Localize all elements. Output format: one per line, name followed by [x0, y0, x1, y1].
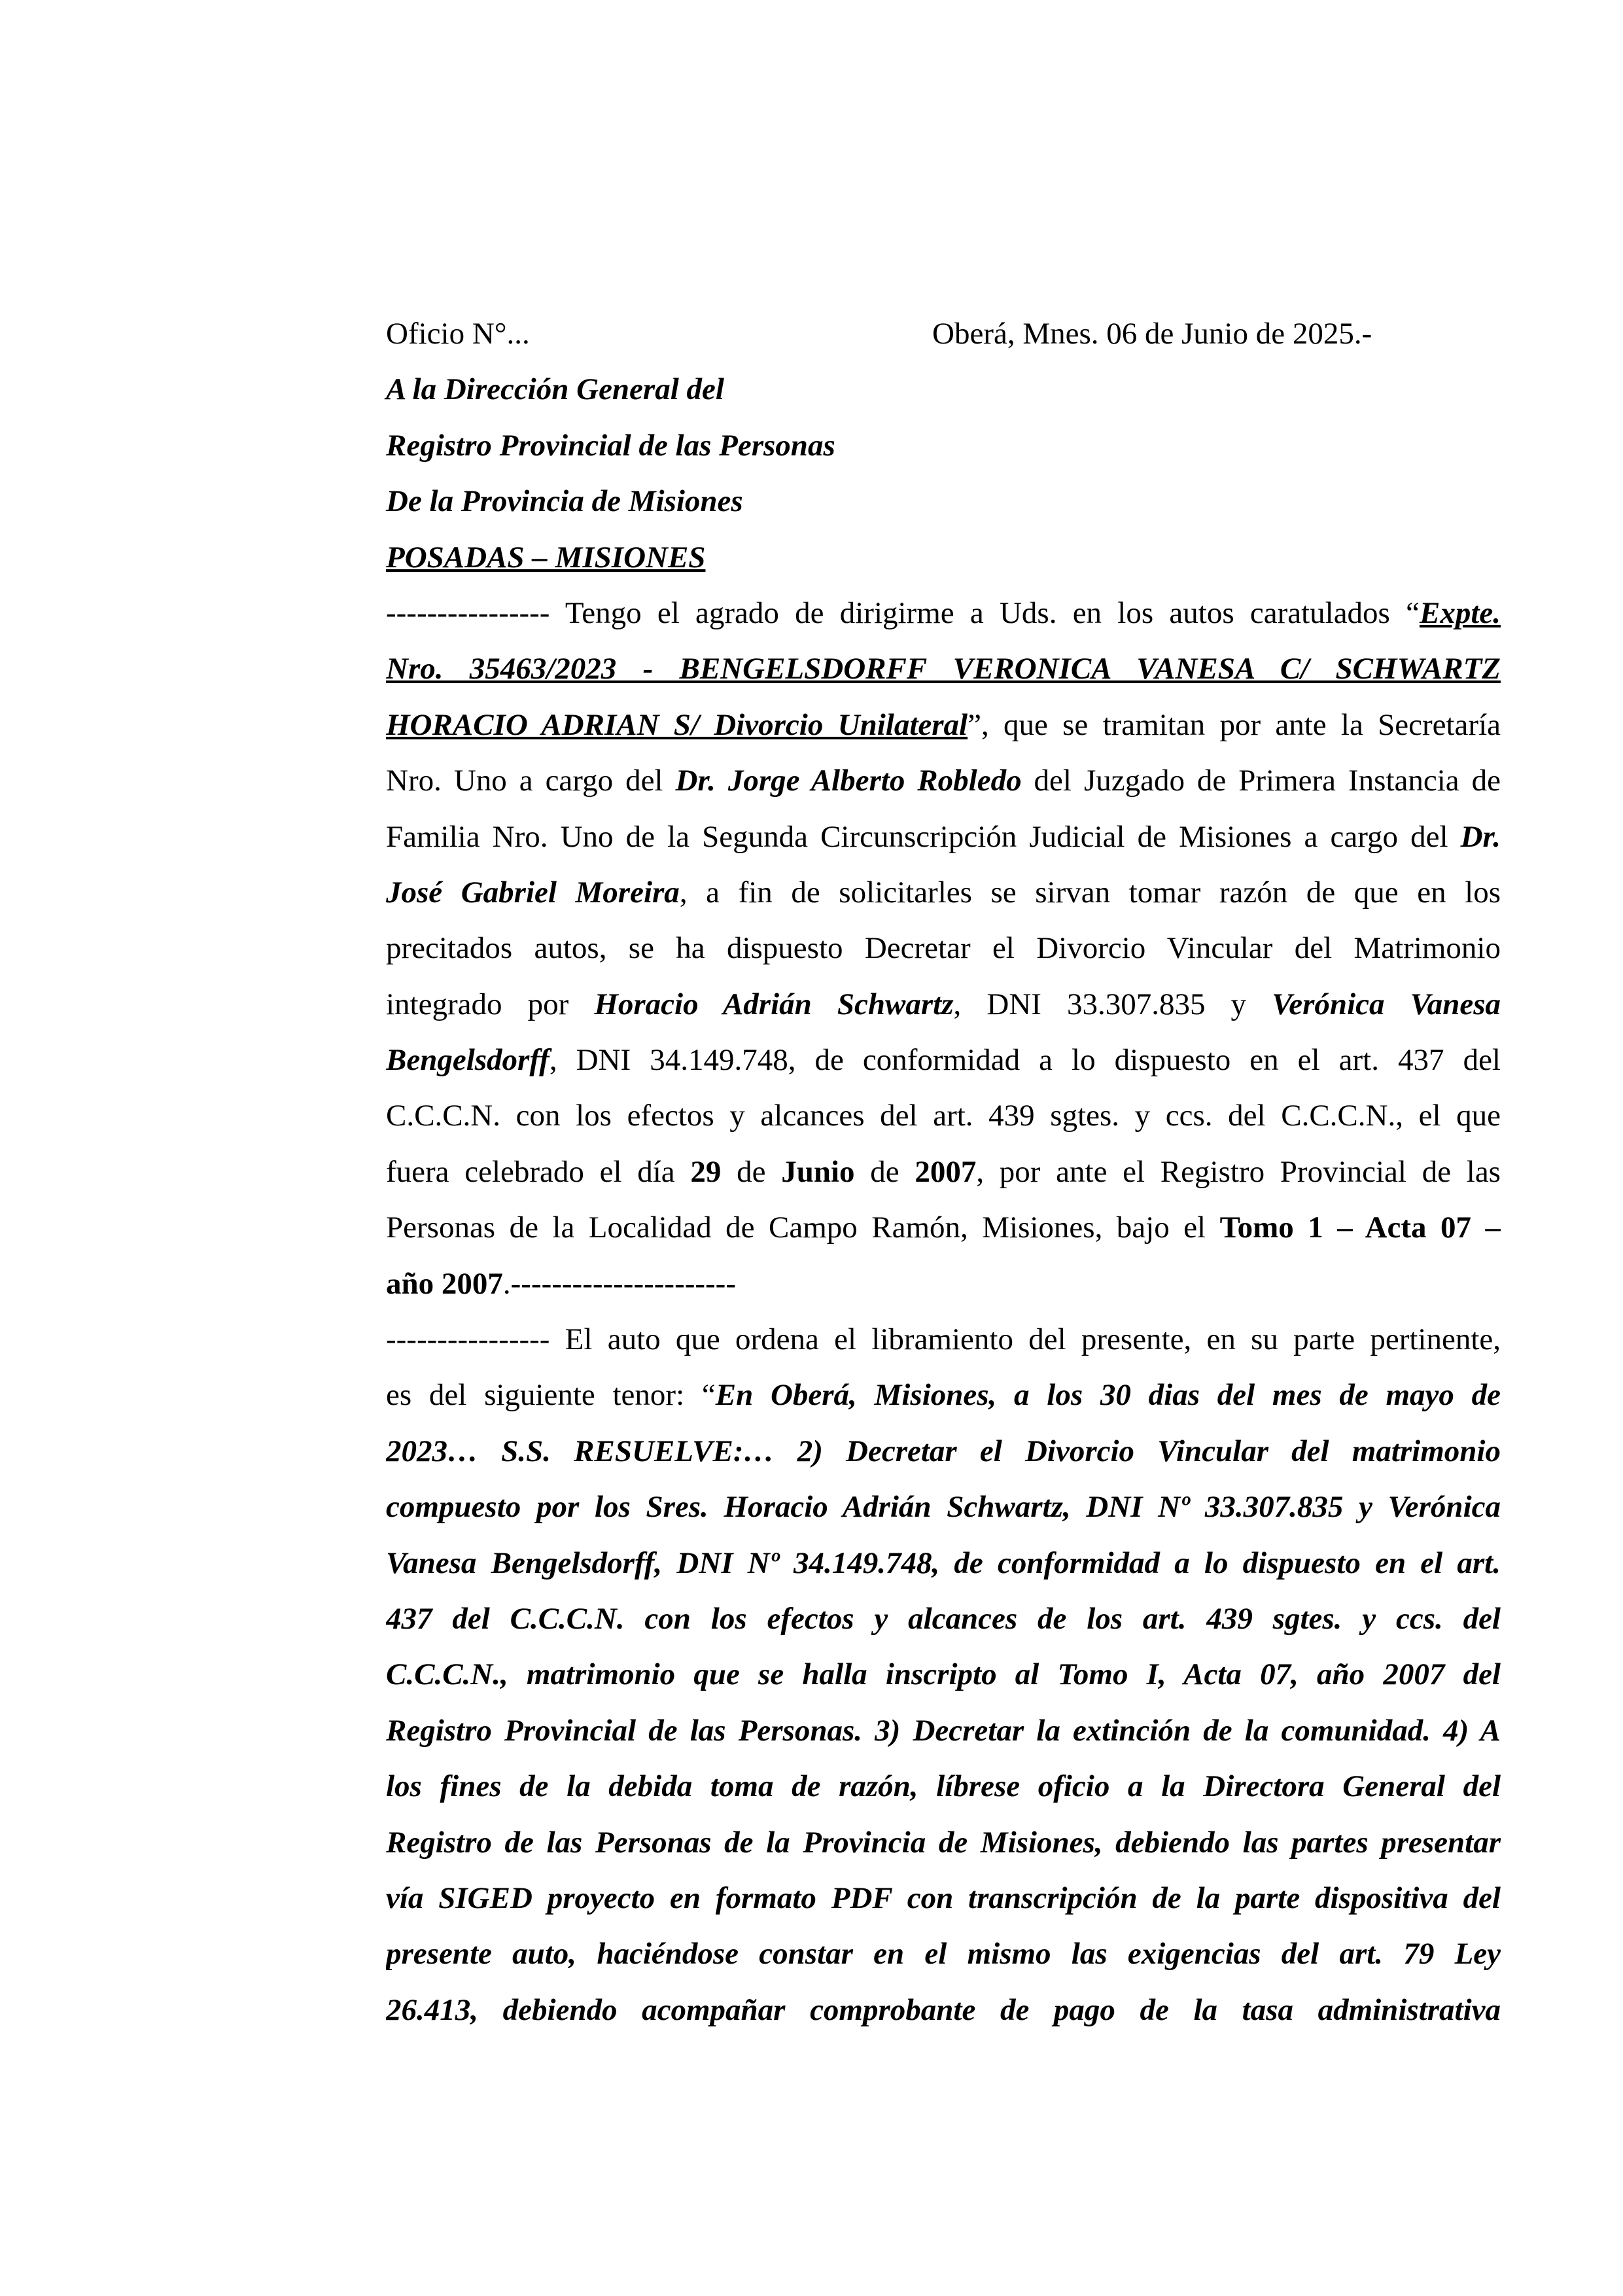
leading-dashes: ----------------	[386, 595, 550, 630]
quoted-resolution-line-8: Registro Provincial de las Personas. 3) Decretar la extinción de la comunidad. 4) A	[386, 1713, 1501, 1748]
place-and-date: Oberá, Mnes. 06 de Junio de 2025.-	[932, 317, 1372, 351]
paragraph-1-line-1: ---------------- Tengo el agrado de dirigirme a Uds. en los autos caratulados “Expte.	[386, 595, 1501, 630]
paragraph-1-line-2	[386, 641, 1501, 697]
paragraph-2-line-2: es del siguiente tenor: “En Oberá, Misiones, a los 30 dias del mes de mayo de	[386, 1378, 1501, 1413]
paragraph-1-line-4: Nro. Uno a cargo del Dr. Jorge Alberto Robledo del Juzgado de Primera Instancia de	[386, 764, 1501, 798]
marriage-year: 2007	[915, 1154, 977, 1189]
case-reference: Nro. 35463/2023 - BENGELSDORFF VERONICA VANESA C/ SCHWARTZ	[386, 652, 1501, 686]
quoted-resolution-line-5: Vanesa Bengelsdorff, DNI Nº 34.149.748, de conformidad a lo dispuesto en el art.	[386, 1545, 1501, 1580]
case-reference: HORACIO ADRIAN S/ Divorcio Unilateral	[386, 707, 968, 742]
paragraph-1-line-6: José Gabriel Moreira, a fin de solicitarles se sirvan tomar razón de que en los	[386, 875, 1501, 910]
party-name: Verónica Vanesa	[1272, 987, 1501, 1021]
paragraph-1-line-10: C.C.C.N. con los efectos y alcances del art. 439 sgtes. y ccs. del C.C.C.N., el que	[386, 1099, 1501, 1133]
paragraph-1-line-11: fuera celebrado el día 29 de Junio de 2007, por ante el Registro Provincial de las	[386, 1154, 1501, 1189]
party-name: Bengelsdorff	[386, 1043, 550, 1078]
addressee-line-1: A la Dirección General del	[386, 372, 724, 407]
quoted-resolution-line-6: 437 del C.C.C.N. con los efectos y alcances de los art. 439 sgtes. y ccs. del	[386, 1601, 1501, 1636]
paragraph-1-line-13	[386, 1256, 1501, 1312]
addressee-city: POSADAS – MISIONES	[386, 540, 706, 574]
letter-header	[386, 306, 1501, 362]
oficio-number: Oficio N°...	[386, 317, 530, 351]
judge-name: José Gabriel Moreira	[386, 875, 680, 910]
case-reference: Expte.	[1419, 595, 1501, 630]
quoted-resolution-line-12: presente auto, haciéndose constar en el mismo las exigencias del art. 79 Ley	[386, 1937, 1501, 1971]
paragraph-1-line-12: Personas de la Localidad de Campo Ramón, Misiones, bajo el Tomo 1 – Acta 07 –	[386, 1210, 1501, 1245]
paragraph-1-line-3: HORACIO ADRIAN S/ Divorcio Unilateral”, que se tramitan por ante la Secretaría	[386, 707, 1501, 742]
quoted-resolution-line-3: 2023… S.S. RESUELVE:… 2) Decretar el Divorcio Vincular del matrimonio	[386, 1434, 1501, 1468]
paragraph-2-line-1: ---------------- El auto que ordena el libramiento del presente, en su parte pertinente,	[386, 1322, 1501, 1357]
party-name: Horacio Adrián Schwartz	[594, 987, 954, 1021]
quoted-resolution-line-4: compuesto por los Sres. Horacio Adrián Schwartz, DNI Nº 33.307.835 y Verónica	[386, 1490, 1501, 1525]
quoted-resolution: En Oberá, Misiones, a los 30 dias del mes de mayo de	[715, 1378, 1501, 1413]
registry-year: año 2007	[386, 1266, 503, 1301]
trailing-dashes: .----------------------	[502, 1266, 736, 1301]
marriage-month: Junio	[781, 1154, 855, 1189]
leading-dashes: ----------------	[386, 1322, 550, 1357]
paragraph-1-line-7: precitados autos, se ha dispuesto Decretar el Divorcio Vincular del Matrimonio	[386, 931, 1501, 966]
marriage-day: 29	[690, 1154, 722, 1189]
quoted-resolution-line-10: Registro de las Personas de la Provincia de Misiones, debiendo las partes presentar	[386, 1825, 1501, 1860]
addressee-city-line	[386, 530, 1501, 586]
paragraph-1-line-5: Familia Nro. Uno de la Segunda Circunscripción Judicial de Misiones a cargo del Dr.	[386, 819, 1501, 854]
letter-body	[386, 306, 1501, 2038]
secretary-name: Dr. Jorge Alberto Robledo	[675, 764, 1022, 798]
quoted-resolution-line-7: C.C.C.N., matrimonio que se halla inscripto al Tomo I, Acta 07, año 2007 del	[386, 1657, 1501, 1692]
paragraph-1-line-8: integrado por Horacio Adrián Schwartz, DNI 33.307.835 y Verónica Vanesa	[386, 987, 1501, 1021]
addressee-line-3: De la Provincia de Misiones	[386, 484, 743, 519]
addressee-line-2: Registro Provincial de las Personas	[386, 428, 835, 463]
judge-name: Dr.	[1460, 819, 1501, 854]
quoted-resolution-line-9: los fines de la debida toma de razón, líbrese oficio a la Directora General del	[386, 1769, 1501, 1804]
quoted-resolution-line-13: 26.413, debiendo acompañar comprobante de pago de la tasa administrativa	[386, 1992, 1501, 2027]
registry-volume: Tomo 1 – Acta 07 –	[1219, 1210, 1501, 1245]
quoted-resolution-line-11: vía SIGED proyecto en formato PDF con transcripción de la parte dispositiva del	[386, 1881, 1501, 1915]
paragraph-1-line-9: Bengelsdorff, DNI 34.149.748, de conformidad a lo dispuesto en el art. 437 del	[386, 1043, 1501, 1078]
